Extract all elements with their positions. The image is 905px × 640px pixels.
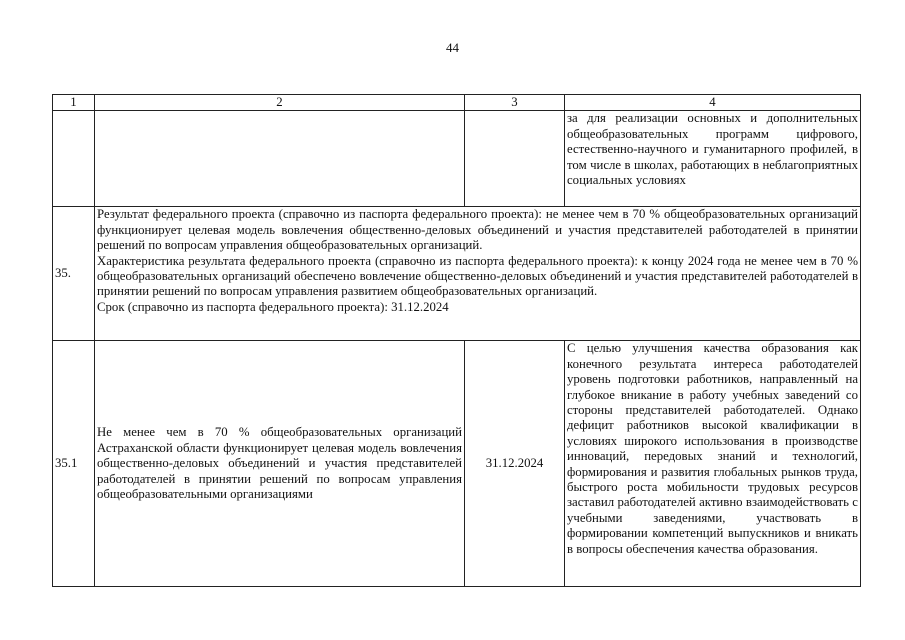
federal-result-block — [95, 207, 861, 341]
federal-characteristic-text: Характеристика результата федерального проекта (справочно из паспорта федерального проекта): к концу 2024 года не менее чем в 70 % общеобразовательных организаций обеспечено вовлечение общественно-деловых объединений и участия представителей работодателей в принятии решений по вопросам управления развитием общеобразовательных организаций. — [97, 253, 858, 299]
page-number: 44 — [446, 40, 459, 55]
row-35-1-justification: С целью улучшения качества образования как конечного результата интереса работодателей уровень подготовки работников, направленный на глубокое вникание в работу учебных заведений со стороны представителей работодателей. Однако дефицит работников высокой квалификации в условиях широкого использования в производстве инноваций, передовых знаний и технологий, формирования и развития глобальных рынков труда, быстрого роста мобильности трудовых ресурсов заставил работодателей активно взаимодействовать с учебными заведениями, участвовать в формировании компетенций выпускников и вникать в вопросы обеспечения качества образования. — [565, 341, 861, 587]
document-table — [52, 94, 861, 587]
row-number-35: 35. — [53, 207, 95, 341]
cell-empty-2 — [95, 111, 465, 207]
column-header-2: 2 — [95, 95, 465, 111]
table-header-row — [53, 95, 861, 111]
column-header-1: 1 — [53, 95, 95, 111]
row-number-35-1: 35.1 — [53, 341, 95, 587]
continuation-text: за для реализации основных и дополнительных общеобразовательных программ цифрового, естественно-научного и гуманитарного профилей, в том числе в школах, работающих в неблагоприятных социальных условиях — [565, 111, 861, 207]
row-35-1-description: Не менее чем в 70 % общеобразовательных организаций Астраханской области функционирует целевая модель вовлечения общественно-деловых объединений и участия представителей работодателей в принятии решений по вопросам управления общеобразовательными организациями — [95, 341, 465, 587]
column-header-3: 3 — [465, 95, 565, 111]
federal-deadline-text: Срок (справочно из паспорта федерального проекта): 31.12.2024 — [97, 299, 449, 314]
cell-empty-3 — [465, 111, 565, 207]
table-row-35 — [53, 207, 861, 341]
cell-empty-1 — [53, 111, 95, 207]
table-row-continuation — [53, 111, 861, 207]
federal-result-text: Результат федерального проекта (справочно из паспорта федерального проекта): не менее чем в 70 % общеобразовательных организаций функционирует целевая модель вовлечения общественно-деловых объединений и участия представителей работодателей в принятии решений по вопросам управления общеобразовательных организаций. — [97, 207, 858, 253]
table-row-35-1 — [53, 341, 861, 587]
row-35-1-date: 31.12.2024 — [465, 341, 565, 587]
column-header-4: 4 — [565, 95, 861, 111]
